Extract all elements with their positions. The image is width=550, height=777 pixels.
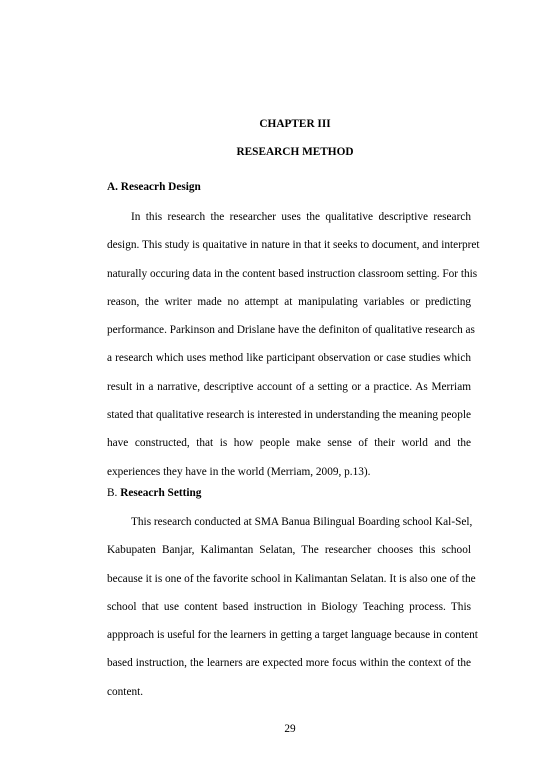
paragraph-line: school that use content based instruction in Biology Teaching process. This — [107, 600, 471, 613]
paragraph-line: This research conducted at SMA Banua Bilingual Boarding school Kal-Sel, — [131, 516, 473, 528]
chapter-title: RESEARCH METHOD — [236, 146, 354, 158]
section-b-paragraph — [107, 508, 478, 706]
section-a-heading: A. Reseacrh Design — [107, 181, 201, 193]
paragraph-line: content. — [107, 685, 144, 698]
paragraph-line: a research which uses method like participant observation or case studies which — [107, 352, 471, 365]
paragraph-line: Kabupaten Banjar, Kalimantan Selatan, The researcher chooses this school — [107, 544, 471, 557]
paragraph-line: because it is one of the favorite school in Kalimantan Selatan. It is also one of the — [107, 572, 476, 585]
paragraph-line: performance. Parkinson and Drislane have the definiton of qualitative research as — [107, 324, 475, 337]
paragraph-line: experiences they have in the world (Merriam, 2009, p.13). — [107, 465, 371, 478]
paragraph-line: naturally occuring data in the content based instruction classroom setting. For this — [107, 267, 478, 280]
paragraph-line: result in a narrative, descriptive account of a setting or a practice. As Merriam — [107, 380, 471, 393]
section-b-heading — [107, 487, 201, 499]
paragraph-line: reason, the writer made no attempt at manipulating variables or predicting — [107, 295, 471, 308]
chapter-number: CHAPTER III — [259, 118, 331, 130]
page-number: 29 — [284, 723, 296, 735]
paragraph-line: In this research the researcher uses the qualitative descriptive research — [131, 211, 471, 223]
paragraph-line: appproach is useful for the learners in getting a target language because in content — [107, 629, 478, 642]
paragraph-line: stated that qualitative research is interested in understanding the meaning people — [107, 409, 471, 422]
section-a-paragraph — [107, 203, 480, 486]
paragraph-line: based instruction, the learners are expected more focus within the context of the — [107, 657, 471, 670]
paragraph-line: have constructed, that is how people make sense of their world and the — [107, 437, 471, 450]
paragraph-line: design. This study is quaitative in nature in that it seeks to document, and interpret — [107, 239, 480, 252]
section-b-title: Reseacrh Setting — [120, 487, 202, 499]
section-b-prefix: B. — [107, 487, 121, 499]
